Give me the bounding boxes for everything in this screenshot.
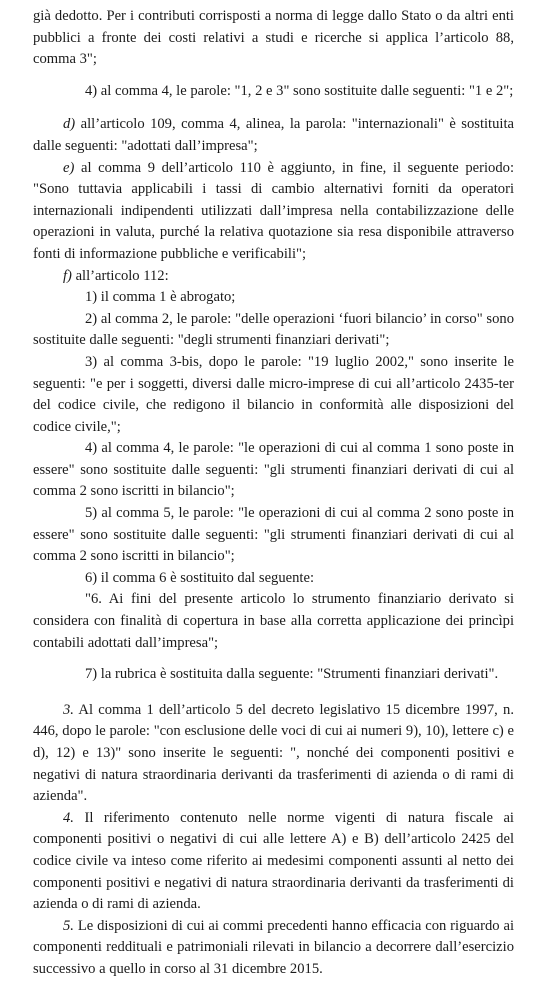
comma-3-marker: 3. — [63, 701, 74, 718]
paragraph-item-4: 4) al comma 4, le parole: "1, 2 e 3" sono sostituite dalle seguenti: "1 e 2"; — [85, 82, 514, 99]
paragraph-comma-3 — [33, 700, 514, 808]
paragraph-comma-4 — [33, 808, 514, 916]
letter-f-text: all’articolo 112: — [71, 267, 169, 284]
paragraph-f-item-2: 2) al comma 2, le parole: "delle operazioni ‘fuori bilancio’ in corso" sono sostituite dalle seguenti: "degli strumenti finanziari derivati"; — [33, 310, 514, 349]
paragraph-letter-d — [33, 114, 514, 157]
letter-e-text: al comma 9 dell’articolo 110 è aggiunto, in fine, il seguente periodo: "Sono tuttavia applicabili i tassi di cambio alternativi forniti da operatori internazionali indipendenti utilizzati dall’impresa nella contabilizzazione delle operazioni in valuta, purché la relativa quotazione sia resa disponibile attraverso fonti di informazione pubbliche e verificabili"; — [33, 159, 514, 262]
paragraph-f-item-6: 6) il comma 6 è sostituito dal seguente: — [85, 569, 314, 586]
letter-d-text: all’articolo 109, comma 4, alinea, la parola: "internazionali" è sostituita dalle seguenti: "adottati dall’impresa"; — [33, 116, 514, 154]
paragraph-f-item-7: 7) la rubrica è sostituita dalla seguente: "Strumenti finanziari derivati". — [85, 666, 499, 683]
comma-3-text: Al comma 1 dell’articolo 5 del decreto legislativo 15 dicembre 1997, n. 446, dopo le parole: "con esclusione delle voci di cui ai numeri 9), 10), lettere c) e d), 12) e 13)" sono inserite le seguenti: ", nonché dei componenti positivi e negativi di natura straordinaria derivanti da trasferimenti di azienda o di rami di azienda". — [33, 701, 514, 805]
comma-5-marker: 5. — [63, 917, 74, 934]
paragraph-continuation: già dedotto. Per i contributi corrisposti a norma di legge dallo Stato o da altri enti pubblici a fronte dei costi relativi a studi e ricerche si applica l’articolo 88, comma 3"; — [33, 8, 514, 68]
letter-f-marker: f) — [63, 267, 72, 284]
paragraph-f-item-6-quote: "6. Ai fini del presente articolo lo strumento finanziario derivato si considera con finalità di copertura in base alla corretta applicazione dei princìpi contabili adottati dall’impresa"; — [33, 591, 514, 651]
paragraph-f-item-1: 1) il comma 1 è abrogato; — [85, 289, 236, 306]
letter-e-marker: e) — [63, 159, 75, 176]
paragraph-f-item-4: 4) al comma 4, le parole: "le operazioni di cui al comma 1 sono poste in essere" sono sostituite dalle seguenti: "gli strumenti finanziari derivati di cui al comma 2 sono iscritti in bilancio"; — [33, 440, 514, 500]
paragraph-letter-e — [33, 158, 514, 266]
comma-4-marker: 4. — [63, 809, 74, 826]
paragraph-f-item-3: 3) al comma 3-bis, dopo le parole: "19 luglio 2002," sono inserite le seguenti: "e per i soggetti, diversi dalle micro-imprese di cui all’articolo 2435-ter del codice civile, che redigono il bilancio in conformità alle disposizioni del codice civile,"; — [33, 353, 514, 435]
paragraph-letter-f — [33, 266, 514, 288]
paragraph-comma-5 — [33, 916, 514, 981]
comma-4-text: Il riferimento contenuto nelle norme vigenti di natura fiscale ai componenti positivi o negativi di cui alle lettere A) e B) dell’articolo 2425 del codice civile va inteso come riferito ai medesimi componenti assunti al netto dei componenti positivi e negativi di natura straordinaria derivanti da trasferimenti di azienda o di rami di azienda. — [33, 809, 514, 913]
letter-d-marker: d) — [63, 116, 76, 133]
paragraph-f-item-5: 5) al comma 5, le parole: "le operazioni di cui al comma 2 sono poste in essere" sono sostituite dalle seguenti: "gli strumenti finanziari derivati di cui al comma 2 sono iscritti in bilancio"; — [33, 505, 514, 565]
comma-5-text: Le disposizioni di cui ai commi precedenti hanno efficacia con riguardo ai componenti reddituali e patrimoniali rilevati in bilancio a decorrere dall’esercizio successivo a quello in corso al 31 dicembre 2015. — [33, 917, 514, 977]
